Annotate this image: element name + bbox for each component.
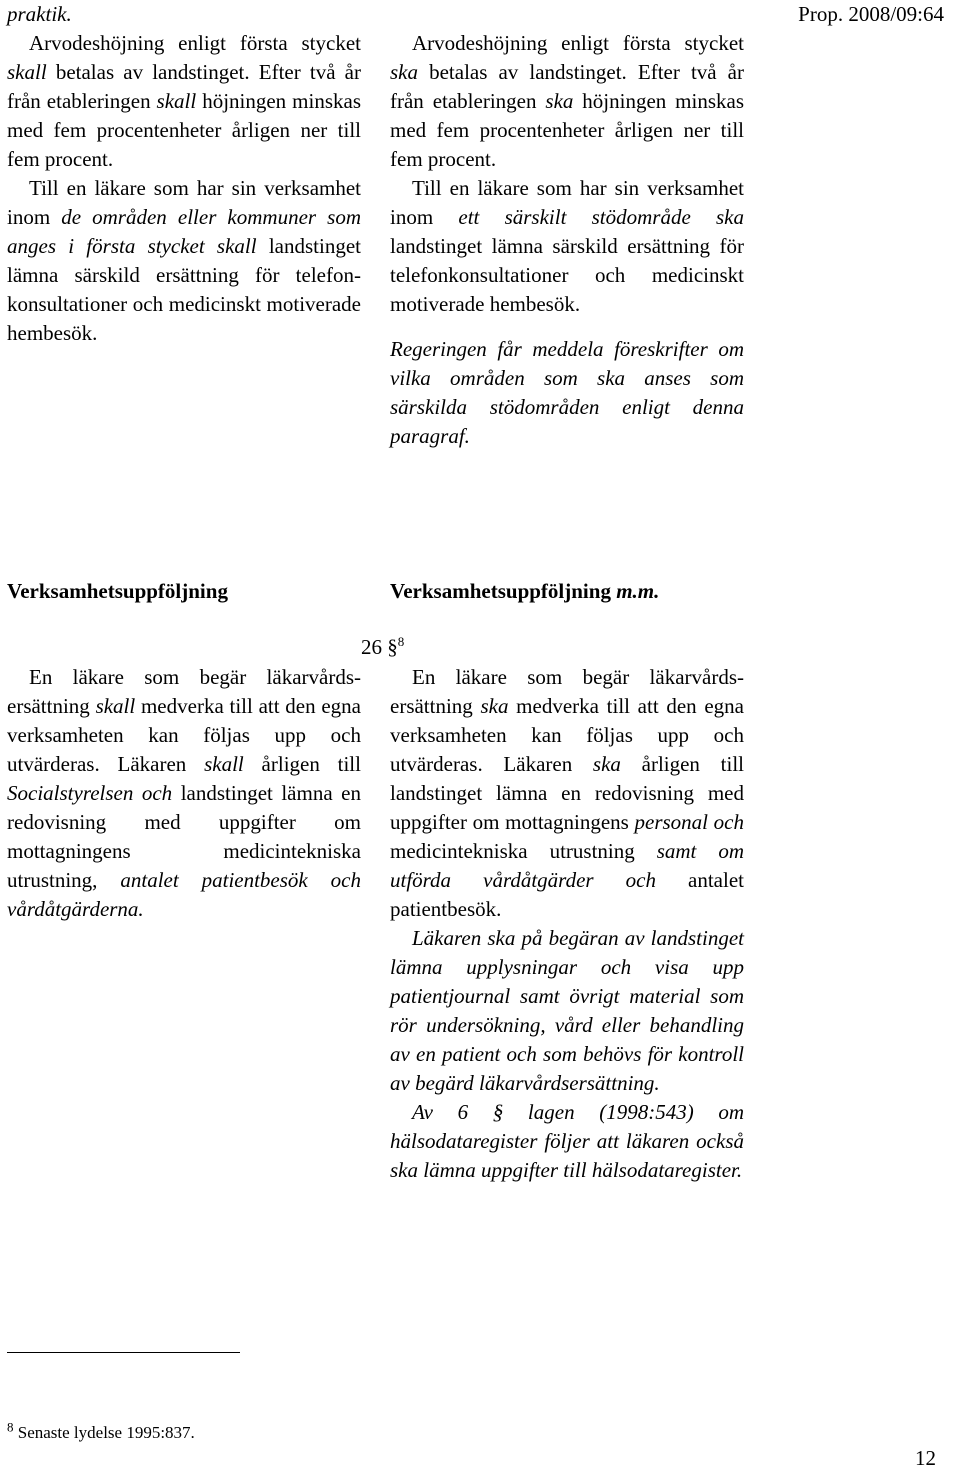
italic-text-run: ska	[592, 752, 621, 776]
italic-text-run: antalet patientbesök och vårdåtgärderna.	[7, 868, 361, 921]
paragraph	[390, 174, 744, 319]
text-run: medicintekniska utrustning	[390, 839, 657, 863]
paragraph	[390, 29, 744, 174]
text-run: Arvodeshöjning enligt första stycket	[412, 31, 744, 55]
paragraph	[390, 1098, 744, 1185]
italic-text-run: Regeringen får meddela föreskrifter om vilka områden som ska anses som särskilda stödområden enligt denna paragraf.	[390, 337, 744, 448]
paragraph	[7, 174, 361, 348]
paragraph	[390, 924, 744, 1098]
text-run: medverka till att den egna verksamheten kan följas upp och utvärderas. Läkaren	[390, 694, 744, 776]
footnote-separator	[7, 1352, 240, 1353]
italic-text-run: Läkaren ska på begäran av landstinget lämna upplysningar och visa upp patientjournal samt övrigt material som rör undersökning, vård eller behandling av en patient och som behövs för kontroll av begärd läkarvårdsersättning.	[390, 926, 744, 1095]
text-run: betalas av landstinget. Efter två år från etableringen	[390, 60, 744, 113]
section-heading-right: Verksamhetsuppföljning m.m.	[390, 579, 660, 603]
left-column-bottom	[7, 663, 361, 924]
italic-text-run: skall	[204, 752, 244, 776]
text-run: Till en läkare som har sin verksamhet inom	[390, 176, 744, 229]
italic-text-run: de områden eller kommuner som anges i första stycket skall	[7, 205, 361, 258]
italic-text-run: personal och	[634, 810, 744, 834]
right-column-bottom	[390, 663, 744, 1185]
italic-text-run: ska	[390, 60, 418, 84]
footnote: $^8$ Senaste lydelse 1995:837.	[7, 1419, 195, 1442]
right-column-top	[390, 29, 744, 451]
italic-text-run: skall	[95, 694, 136, 718]
paragraph	[7, 663, 361, 924]
italic-text-run: Socialstyrelsen och	[7, 781, 173, 805]
section-number: 26 §$^8$	[361, 634, 405, 659]
italic-text-run: samt om utförda vårdåtgärder och	[390, 839, 744, 892]
text-run: antalet patientbesök.	[390, 868, 744, 921]
text-run: Till en läkare som har sin verksamhet inom	[7, 176, 361, 229]
text-run: landstinget lämna särskild ersättning för telefonkonsultationer och medicinskt motiverade hembesök.	[390, 234, 744, 316]
paragraph	[7, 29, 361, 174]
text-run: En läkare som begär läkarvårdsersättning	[390, 665, 744, 718]
paragraph	[390, 335, 744, 451]
left-column-top	[7, 0, 361, 348]
continued-fragment: praktik.	[7, 2, 72, 26]
proposition-reference: Prop. 2008/09:64	[798, 2, 944, 26]
italic-text-run: ett särskilt stödområde ska	[458, 205, 745, 229]
section-heading-left: Verksamhetsuppföljning	[7, 579, 228, 603]
text-run: Arvodeshöjning enligt första stycket	[29, 31, 361, 55]
text-run: landstinget lämna särskild ersättning för telefonkonsultationer och medicinskt motiverade hembesök.	[7, 234, 361, 345]
text-run: höjningen minskas med fem procentenheter årligen ner till fem procent.	[390, 89, 745, 171]
text-run: betalas av landstinget. Efter två år från etableringen	[7, 60, 361, 113]
footnote-reference: 8	[397, 634, 405, 649]
text-run: höjningen minskas med fem procentenheter årligen ner till fem procent.	[7, 89, 361, 171]
text-run: årligen till	[243, 752, 361, 776]
text-run: medverka till att den egna verksamheten kan följas upp och utvärderas. Läkaren	[7, 694, 361, 776]
text-run: årligen till landstinget lämna en redovisning med uppgifter om mottagningens	[390, 752, 744, 834]
page-number: 12	[915, 1446, 936, 1470]
italic-text-run: Av 6 § lagen (1998:543) om hälsodataregister följer att läkaren också ska lämna uppgifter till hälsodataregister.	[390, 1100, 744, 1182]
italic-text-run: skall	[156, 89, 197, 113]
paragraph	[390, 663, 744, 924]
text-run: landstinget lämna en redovisning med uppgifter om mottagningens medicintekniska utrustning,	[7, 781, 361, 892]
italic-text-run: skall	[7, 60, 47, 84]
italic-text-run: ska	[545, 89, 574, 113]
text-run: En läkare som begär läkarvårdsersättning	[7, 665, 361, 718]
italic-text-run: ska	[480, 694, 509, 718]
